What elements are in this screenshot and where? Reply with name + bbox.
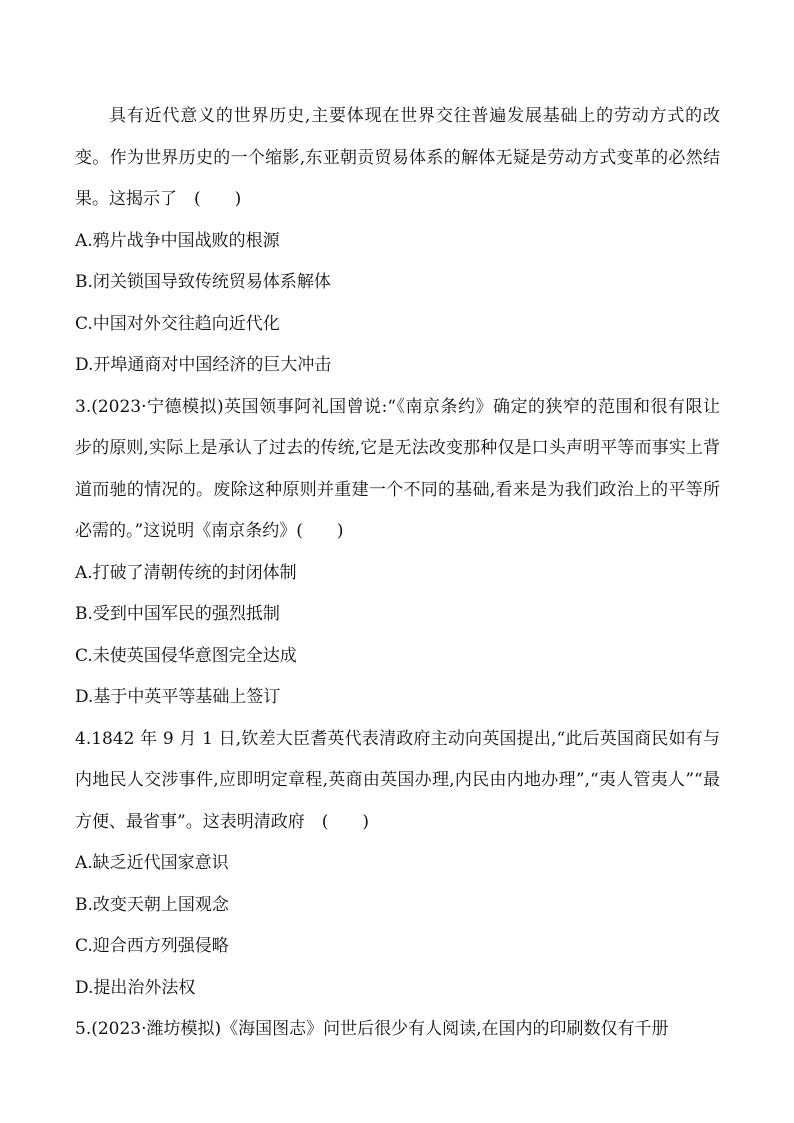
question-3-option-b: B.受到中国军民的强烈抵制: [75, 604, 280, 624]
question-5: [75, 1009, 720, 1051]
question-2-stem: 具有近代意义的世界历史,主要体现在世界交往普遍发展基础上的劳动方式的改变。作为世界历史的一个缩影,东亚朝贡贸易体系的解体无疑是劳动方式变革的必然结果。这揭示了 ( ): [75, 106, 720, 209]
question-3-option-a: A.打破了清朝传统的封闭体制: [75, 562, 297, 583]
question-4-option-b: B.改变天朝上国观念: [75, 894, 229, 915]
question-2-option-c: C.中国对外交往趋向近代化: [75, 313, 280, 334]
question-2: [75, 96, 720, 387]
document-page: [75, 96, 720, 1051]
question-4-option-a: A.缺乏近代国家意识: [75, 853, 229, 873]
question-4: [75, 719, 720, 1010]
question-4-stem: 4.1842 年 9 月 1 日,钦差大臣耆英代表清政府主动向英国提出,“此后英国商民如有与内地民人交涉事件,应即明定章程,英商由英国办理,内民由内地办理”,“夷人管夷人”“最方便、最省事”。这表明清政府 ( ): [75, 728, 720, 832]
question-4-option-c: C.迎合西方列强侵略: [75, 936, 229, 956]
question-2-option-b: B.闭关锁国导致传统贸易体系解体: [75, 272, 331, 292]
question-4-option-d: D.提出治外法权: [75, 977, 196, 998]
question-3-option-c: C.未使英国侵华意图完全达成: [75, 645, 297, 666]
question-2-option-a: A.鸦片战争中国战败的根源: [75, 230, 280, 251]
question-3: [75, 387, 720, 719]
question-3-option-d: D.基于中英平等基础上签订: [75, 687, 281, 707]
question-3-stem: 3.(2023·宁德模拟)英国领事阿礼国曾说:“《南京条约》确定的狭窄的范围和很有限让步的原则,实际上是承认了过去的传统,它是无法改变那种仅是口头声明平等而事实上背道而驰的情况的。废除这种原则并重建一个不同的基础,看来是为我们政治上的平等所必需的。”这说明《南京条约》( ): [75, 396, 720, 541]
question-2-option-d: D.开埠通商对中国经济的巨大冲击: [75, 355, 332, 375]
question-5-stem: 5.(2023·潍坊模拟)《海国图志》问世后很少有人阅读,在国内的印刷数仅有千册: [75, 1019, 669, 1039]
